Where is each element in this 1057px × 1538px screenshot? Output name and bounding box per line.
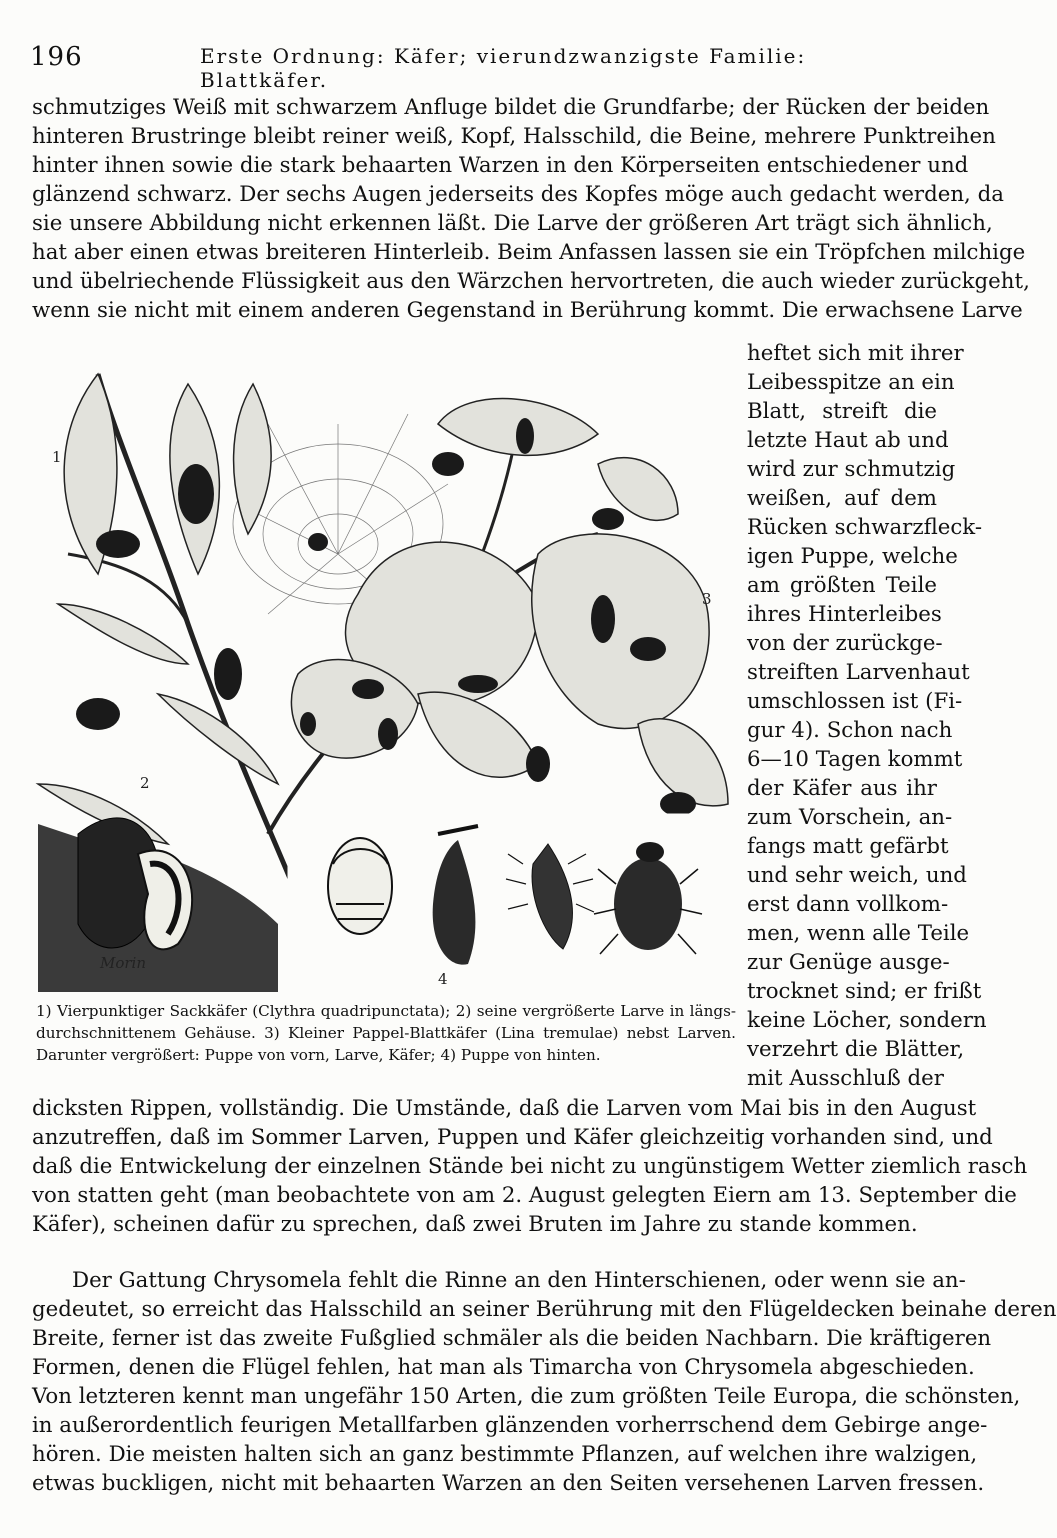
- side-column-text: [747, 339, 987, 1093]
- running-header: [30, 42, 936, 92]
- text-line: am größten Teile: [747, 573, 937, 598]
- text-line: wenn sie nicht mit einem anderen Gegenstand in Berührung kommt. Die erwachsene Larve: [32, 298, 1023, 323]
- text-line: von der zurückge-: [747, 631, 943, 656]
- text-line: dicksten Rippen, vollständig. Die Umstände, daß die Larven vom Mai bis in den August: [32, 1096, 977, 1121]
- text-line: glänzend schwarz. Der sechs Augen jederseits des Kopfes möge auch gedacht werden, da: [32, 182, 1004, 207]
- text-line: men, wenn alle Teile: [747, 921, 970, 946]
- caption-line: 1) Vierpunktiger Sackkäfer (Clythra quadripunctata); 2) seine vergrößerte Larve in längs-: [36, 1002, 736, 1020]
- text-line: 6—10 Tagen kommt: [747, 747, 963, 772]
- paragraph-chrysomela: [32, 1266, 1057, 1498]
- paragraph-middle: [32, 1094, 1028, 1239]
- text-line: hat aber einen etwas breiteren Hinterleib. Beim Anfassen lassen sie ein Tröpfchen milchige: [32, 240, 1026, 265]
- text-line: zur Genüge ausge-: [747, 950, 950, 975]
- figure-caption: [36, 1000, 736, 1066]
- figure-label-4: 4: [438, 970, 448, 988]
- artist-signature: Morin: [100, 954, 147, 972]
- caption-line: Darunter vergrößert: Puppe von vorn, Larve, Käfer; 4) Puppe von hinten.: [36, 1046, 601, 1064]
- text-line: hinteren Brustringe bleibt reiner weiß, Kopf, Halsschild, die Beine, mehrere Punktreihen: [32, 124, 996, 149]
- text-line: in außerordentlich feurigen Metallfarben glänzenden vorherrschend dem Gebirge ange-: [32, 1413, 988, 1438]
- text-line: hinter ihnen sowie die stark behaarten Warzen in den Körperseiten entschiedener und: [32, 153, 969, 178]
- figure-label-3: 3: [702, 590, 712, 608]
- text-line: letzte Haut ab und: [747, 428, 949, 453]
- text-line: Blatt, streift die: [747, 399, 937, 424]
- text-line: Rücken schwarzfleck-: [747, 515, 983, 540]
- enlarged-stages-panel: [288, 814, 730, 992]
- text-line: der Käfer aus ihr: [747, 776, 937, 801]
- text-line: sie unsere Abbildung nicht erkennen läßt. Die Larve der größeren Art trägt sich ähnlich,: [32, 211, 993, 236]
- text-line: etwas buckligen, nicht mit behaarten Warzen an den Seiten versehenen Larven fressen.: [32, 1471, 985, 1496]
- text-line: umschlossen ist (Fi-: [747, 689, 963, 714]
- text-line: Breite, ferner ist das zweite Fußglied schmäler als die beiden Nachbarn. Die kräftigeren: [32, 1326, 992, 1351]
- text-line: Von letzteren kennt man ungefähr 150 Arten, die zum größten Teile Europa, die schönsten,: [32, 1384, 1021, 1409]
- text-line: weißen, auf dem: [747, 486, 937, 511]
- text-line: von statten geht (man beobachtete von am 2. August gelegten Eiern am 13. September die: [32, 1183, 1017, 1208]
- beetle-illustration: [38, 364, 730, 992]
- figure-label-1: 1: [52, 448, 62, 466]
- text-line: Formen, denen die Flügel fehlen, hat man als Timarcha von Chrysomela abgeschieden.: [32, 1355, 975, 1380]
- text-line: fangs matt gefärbt: [747, 834, 949, 859]
- caption-line: durchschnittenem Gehäuse. 3) Kleiner Pappel-Blattkäfer (Lina tremulae) nebst Larven.: [36, 1024, 736, 1042]
- text-line: daß die Entwickelung der einzelnen Stände bei nicht zu ungünstigem Wetter ziemlich rasch: [32, 1154, 1028, 1179]
- text-line: Der Gattung Chrysomela fehlt die Rinne an den Hinterschienen, oder wenn sie an-: [72, 1268, 966, 1293]
- text-line: streiften Larvenhaut: [747, 660, 970, 685]
- text-line: zum Vorschein, an-: [747, 805, 953, 830]
- text-line: Leibesspitze an ein: [747, 370, 955, 395]
- text-line: igen Puppe, welche: [747, 544, 958, 569]
- text-line: trocknet sind; er frißt: [747, 979, 982, 1004]
- text-line: wird zur schmutzig: [747, 457, 956, 482]
- text-line: Käfer), scheinen dafür zu sprechen, daß zwei Bruten im Jahre zu stande kommen.: [32, 1212, 918, 1237]
- text-line: keine Löcher, sondern: [747, 1008, 987, 1033]
- text-line: hören. Die meisten halten sich an ganz bestimmte Pflanzen, auf welchen ihre walzigen,: [32, 1442, 978, 1467]
- text-line: gedeutet, so erreicht das Halsschild an seiner Berührung mit den Flügeldecken beinahe deren: [32, 1297, 1057, 1322]
- text-line: anzutreffen, daß im Sommer Larven, Puppen und Käfer gleichzeitig vorhanden sind, und: [32, 1125, 993, 1150]
- text-line: ihres Hinterleibes: [747, 602, 942, 627]
- running-title: Erste Ordnung: Käfer; vierundzwanzigste Familie: Blattkäfer.: [200, 44, 807, 92]
- text-line: verzehrt die Blätter,: [747, 1037, 965, 1062]
- text-line: erst dann vollkom-: [747, 892, 949, 917]
- paragraph-upper: [32, 93, 1030, 325]
- text-line: mit Ausschluß der: [747, 1066, 944, 1091]
- text-line: heftet sich mit ihrer: [747, 341, 964, 366]
- text-line: gur 4). Schon nach: [747, 718, 953, 743]
- text-line: und übelriechende Flüssigkeit aus den Wärzchen hervortreten, die auch wieder zurückgeht,: [32, 269, 1030, 294]
- page-number: 196: [30, 42, 83, 72]
- figure-label-2: 2: [140, 774, 150, 792]
- text-line: schmutziges Weiß mit schwarzem Anfluge bildet die Grundfarbe; der Rücken der beiden: [32, 95, 990, 120]
- text-line: und sehr weich, und: [747, 863, 967, 888]
